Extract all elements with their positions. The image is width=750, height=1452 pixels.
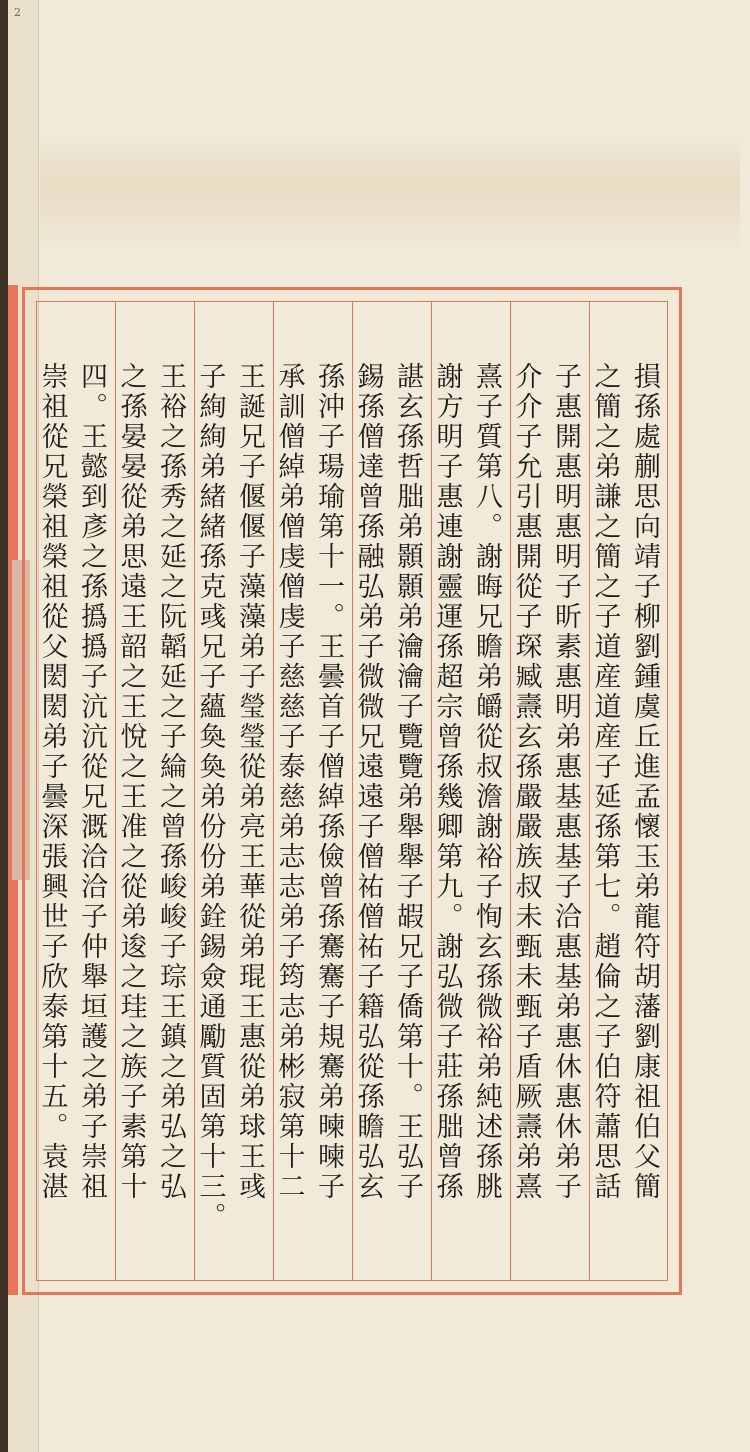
text-column: 損孫處蒯思向靖子柳劉鍾虞丘進孟懷玉弟龍符胡藩劉康祖伯父簡 xyxy=(629,362,660,1202)
text-column: 四。王懿到彥之孫撝撝子沆沆從兄溉洽洽子仲舉垣護之弟子崇祖 xyxy=(76,362,107,1202)
text-column: 之簡之弟謙之簡之子道産道産子延孫第七。趙倫之子伯符蕭思話 xyxy=(589,362,621,1202)
text-column: 子絢絢弟緒緒孫克彧兄子蘊奐奐弟份份弟銓錫僉通勵質固第十三。 xyxy=(194,362,226,1232)
text-column: 承訓僧綽弟僧虔僧虔子慈慈子泰慈弟志志弟子筠志弟彬寂第十二 xyxy=(273,362,305,1202)
text-column: 謝方明子惠連謝靈運孫超宗曾孫幾卿第九。謝弘微子莊孫朏曾孫 xyxy=(431,362,463,1202)
binding-edge xyxy=(0,0,8,1452)
text-column: 熹子質第八。謝晦兄瞻弟皭從叔澹謝裕子恂玄孫微裕弟純述孫朓 xyxy=(471,362,502,1202)
water-stain xyxy=(40,135,740,255)
text-column: 錫孫僧達曾孫融弘弟子微微兄遠遠子僧祐僧祐子籍弘從孫瞻弘玄 xyxy=(352,362,384,1202)
text-column: 介介子允引惠開從子琛臧燾玄孫嚴嚴族叔未甄未甄子盾厥燾弟熹 xyxy=(510,362,542,1202)
text-column: 孫沖子瑒瑜第十一。王曇首子僧綽孫儉曾孫騫騫子規騫弟暕暕子 xyxy=(313,362,344,1202)
text-column: 王裕之孫秀之延之阮韜延之子綸之曾孫峻峻子琮王鎮之弟弘之弘 xyxy=(155,362,186,1202)
text-column: 王誕兄子偃偃子藻藻弟子瑩瑩從弟亮王華從弟琨王惠從弟球王彧 xyxy=(234,362,265,1202)
text-column: 崇祖從兄榮祖榮祖從父閎閎弟子曇深張興世子欣泰第十五。袁湛 xyxy=(36,362,68,1202)
page-number: 2 xyxy=(14,6,21,19)
text-column: 子惠開惠明惠明子昕素惠明弟惠基惠基子洽惠基弟惠休惠休弟子 xyxy=(550,362,581,1202)
text-column: 諶玄孫哲朏弟顥顥弟瀹瀹子覽覽弟舉舉子嘏兄子僑第十。王弘子 xyxy=(392,362,423,1202)
text-column: 之孫晏晏從弟思遠王韶之王悅之王准之從弟逡之珪之族子素第十 xyxy=(115,362,147,1202)
